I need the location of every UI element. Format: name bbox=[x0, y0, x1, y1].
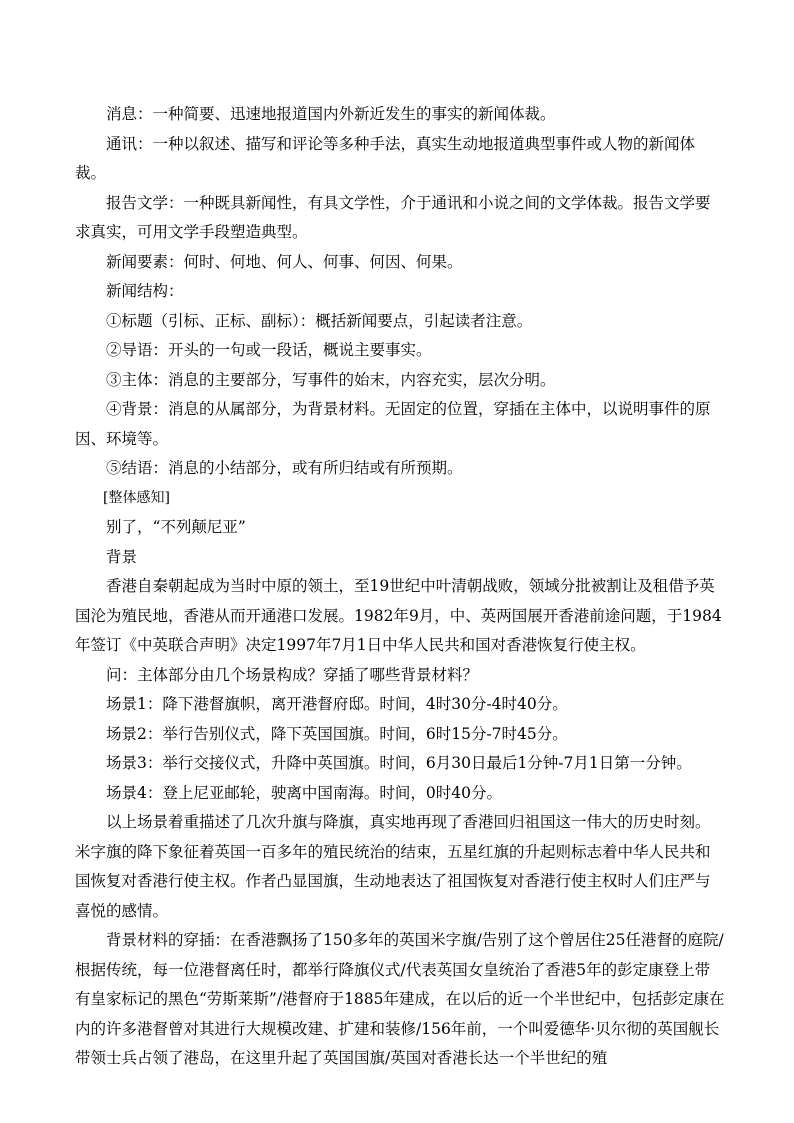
scene-3: 场景3：举行交接仪式，升降中英国旗。时间，6月30日最后1分钟-7月1日第一分钟。 bbox=[106, 754, 692, 772]
paragraph-news-structure: 新闻结构： bbox=[106, 282, 184, 300]
question: 问：主体部分由几个场景构成？穿插了哪些背景材料？ bbox=[106, 665, 479, 684]
paragraph-structure-body: ③主体：消息的主要部分，写事件的始末，内容充实，层次分明。 bbox=[106, 370, 556, 389]
scene-4: 场景4：登上尼亚邮轮，驶离中国南海。时间，0时40分。 bbox=[106, 783, 502, 802]
lesson-title: 别了，“不列颠尼亚” bbox=[106, 518, 246, 536]
scene-1: 场景1：降下港督旗帜，离开港督府邸。时间，4时30分-4时40分。 bbox=[106, 695, 568, 713]
section-heading: [整体感知] bbox=[103, 489, 170, 506]
paragraph-news-elements: 新闻要素：何时、何地、何人、何事、何因、何果。 bbox=[106, 252, 463, 271]
paragraph-feature-definition: 通讯：一种以叙述、描写和评论等多种手法，真实生动地报道典型事件或人物的新闻体裁。 bbox=[75, 134, 696, 182]
paragraph-reportage-definition: 报告文学：一种既具新闻性，有具文学性，介于通讯和小说之间的文学体裁。报告文学要求真实，可用文学手段塑造典型。 bbox=[75, 193, 711, 241]
analysis-paragraph: 以上场景着重描述了几次升旗与降旗，真实地再现了香港回归祖国这一伟大的历史时刻。米字旗的降下象征着英国一百多年的殖民统治的结束，五星红旗的升起则标志着中华人民共和国恢复对香港行使主权。作者凸显国旗，生动地表达了祖国恢复对香港行使主权时人们庄严与喜悦的感情。 bbox=[75, 813, 711, 920]
background-heading: 背景 bbox=[106, 547, 138, 566]
paragraph-structure-title: ①标题（引标、正标、副标）：概括新闻要点，引起读者注意。 bbox=[106, 311, 533, 330]
paragraph-news-definition: 消息：一种简要、迅速地报道国内外新近发生的事实的新闻体裁。 bbox=[106, 105, 556, 123]
paragraph-structure-lead: ②导语：开头的一句或一段话，概说主要事实。 bbox=[106, 341, 432, 359]
background-insertion-paragraph: 背景材料的穿插：在香港飘扬了150多年的英国米字旗/告别了这个曾居住25任港督的庭院/根据传统，每一位港督离任时，都举行降旗仪式/代表英国女皇统治了香港5年的彭定康登上带有皇家标记的黑色“劳斯莱斯”/港督府于1885年建成，在以后的近一个半世纪中，包括彭定康在内的许多港督曾对其进行大规模改建、扩建和装修/156年前，一个叫爱德华·贝尔彻的英国舰长带领士兵占领了港岛，在这里升起了英国国旗/英国对香港长达一个半世纪的殖 bbox=[75, 931, 725, 1067]
document-body bbox=[75, 100, 725, 1074]
paragraph-structure-conclusion: ⑤结语：消息的小结部分，或有所归结或有所预期。 bbox=[106, 459, 463, 477]
scene-2: 场景2：举行告别仪式，降下英国国旗。时间，6时15分-7时45分。 bbox=[106, 724, 568, 743]
background-text: 香港自秦朝起成为当时中原的领土，至19世纪中叶清朝战败，领域分批被割让及租借予英国沦为殖民地，香港从而开通港口发展。1982年9月，中、英两国展开香港前途问题，于1984年签订《中英联合声明》决定1997年7月1日中华人民共和国对香港恢复行使主权。 bbox=[75, 577, 722, 654]
paragraph-structure-background: ④背景：消息的从属部分，为背景材料。无固定的位置，穿插在主体中，以说明事件的原因、环境等。 bbox=[75, 400, 711, 448]
